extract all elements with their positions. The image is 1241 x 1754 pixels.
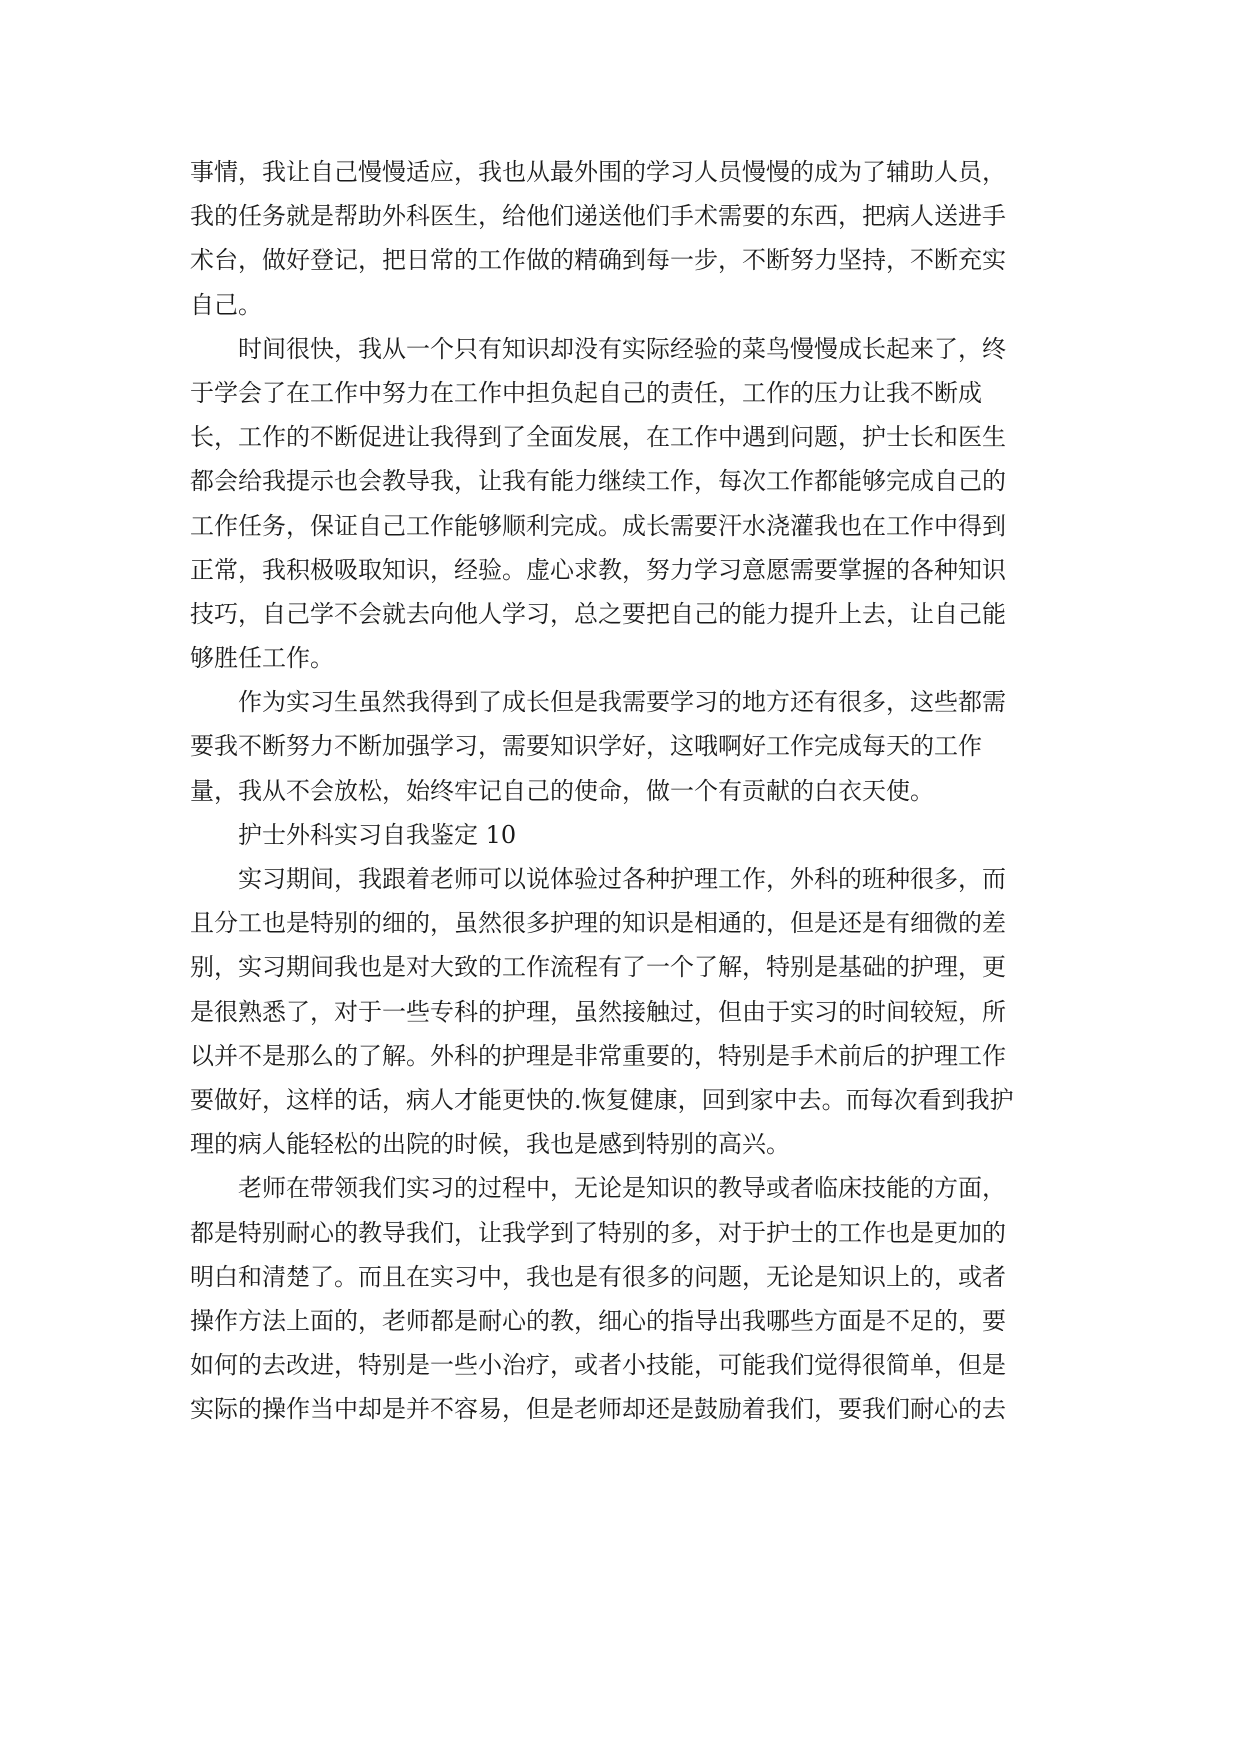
text-line: 事情，我让自己慢慢适应，我也从最外围的学习人员慢慢的成为了辅助人员， <box>190 158 1006 186</box>
text-line: 以并不是那么的了解。外科的护理是非常重要的，特别是手术前后的护理工作 <box>190 1041 1006 1070</box>
text-line: 自己。 <box>190 290 262 319</box>
text-line: 明白和清楚了。而且在实习中，我也是有很多的问题，无论是知识上的，或者 <box>190 1262 1006 1291</box>
text-line: 正常，我积极吸取知识，经验。虚心求教，努力学习意愿需要掌握的各种知识 <box>190 555 1006 584</box>
text-line: 要我不断努力不断加强学习，需要知识学好，这哦啊好工作完成每天的工作 <box>190 732 982 761</box>
text-line: 工作任务，保证自己工作能够顺利完成。成长需要汗水浇灌我也在工作中得到 <box>190 511 1006 540</box>
text-line: 实际的操作当中却是并不容易，但是老师却还是鼓励着我们，要我们耐心的去 <box>190 1395 1006 1424</box>
text-line: 都是特别耐心的教导我们，让我学到了特别的多，对于护士的工作也是更加的 <box>190 1218 1006 1247</box>
text-line: 作为实习生虽然我得到了成长但是我需要学习的地方还有很多，这些都需 <box>238 688 1006 717</box>
text-line: 要做好，这样的话，病人才能更快的.恢复健康，回到家中去。而每次看到我护 <box>190 1085 1014 1114</box>
text-line: 实习期间，我跟着老师可以说体验过各种护理工作，外科的班种很多，而 <box>238 865 1006 893</box>
text-line: 术台，做好登记，把日常的工作做的精确到每一步，不断努力坚持，不断充实 <box>190 246 1006 275</box>
text-line: 如何的去改进，特别是一些小治疗，或者小技能，可能我们觉得很简单，但是 <box>190 1351 1006 1380</box>
text-line: 是很熟悉了，对于一些专科的护理，虽然接触过，但由于实习的时间较短，所 <box>190 997 1006 1026</box>
text-line: 老师在带领我们实习的过程中，无论是知识的教导或者临床技能的方面， <box>238 1174 1006 1203</box>
text-line: 护士外科实习自我鉴定 10 <box>238 820 517 849</box>
text-line: 够胜任工作。 <box>190 644 334 673</box>
document-body <box>190 150 1052 1431</box>
text-line: 时间很快，我从一个只有知识却没有实际经验的菜鸟慢慢成长起来了，终 <box>238 334 1006 363</box>
text-line: 理的病人能轻松的出院的时候，我也是感到特别的高兴。 <box>190 1130 790 1159</box>
text-line: 操作方法上面的，老师都是耐心的教，细心的指导出我哪些方面是不足的，要 <box>190 1306 1006 1335</box>
text-line: 都会给我提示也会教导我，让我有能力继续工作，每次工作都能够完成自己的 <box>190 467 1006 496</box>
text-line: 且分工也是特别的细的，虽然很多护理的知识是相通的，但是还是有细微的差 <box>190 909 1006 938</box>
text-line: 技巧，自己学不会就去向他人学习，总之要把自己的能力提升上去，让自己能 <box>190 599 1006 628</box>
text-line: 长，工作的不断促进让我得到了全面发展，在工作中遇到问题，护士长和医生 <box>190 423 1006 452</box>
text-line: 量，我从不会放松，始终牢记自己的使命，做一个有贡献的白衣天使。 <box>190 776 934 805</box>
text-line: 于学会了在工作中努力在工作中担负起自己的责任，工作的压力让我不断成 <box>190 378 982 407</box>
text-line: 我的任务就是帮助外科医生，给他们递送他们手术需要的东西，把病人送进手 <box>190 202 1006 231</box>
text-line: 别，实习期间我也是对大致的工作流程有了一个了解，特别是基础的护理，更 <box>190 953 1006 982</box>
